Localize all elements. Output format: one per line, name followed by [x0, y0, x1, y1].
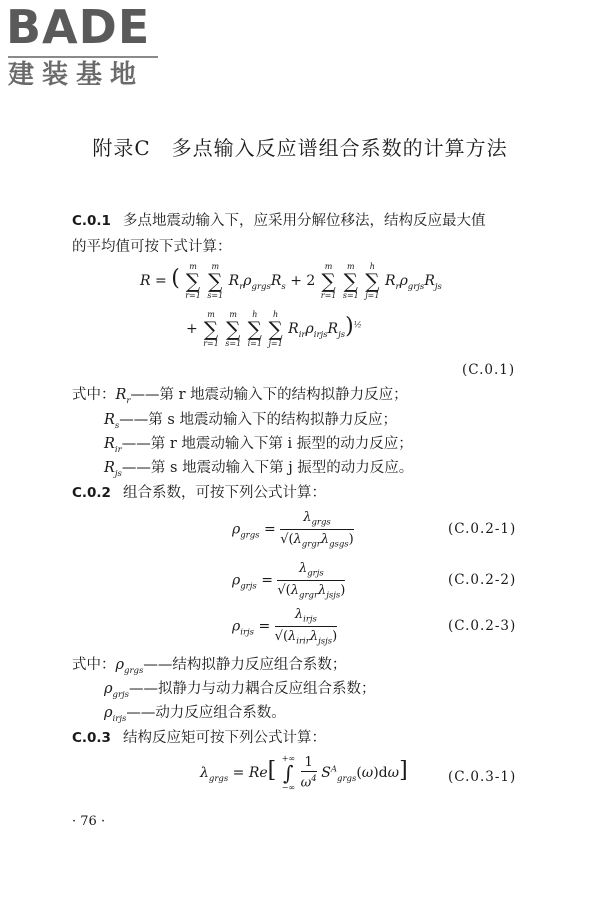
c02-line	[72, 486, 326, 501]
eq-c02-2: $\rho_{grjs}$ = $\frac{\lambda_{grjs}}{√(\lambda_{grgr}\lambda_{jsjs})}$	[232, 561, 346, 601]
where2-desc-2: ——拟静力与动力耦合反应组合系数；	[129, 681, 376, 697]
where1-row-1	[72, 388, 408, 405]
page-number: · 76 ·	[72, 814, 106, 829]
where1-sub-1: r	[126, 395, 131, 406]
where1-sub-3: ir	[114, 444, 122, 455]
where1-sub-2: s	[114, 420, 120, 431]
logo-divider	[8, 56, 158, 58]
where1-desc-1: ——第 r 地震动输入下的结构拟静力反应；	[130, 387, 408, 403]
page-title: 附录C 多点输入反应谱组合系数的计算方法	[92, 136, 508, 160]
c02-text: 组合系数，可按下列公式计算：	[122, 485, 326, 501]
where2-sub-1: grgs	[124, 665, 144, 676]
where1-desc-4: ——第 s 地震动输入下第 j 振型的动力反应。	[121, 460, 414, 476]
where2-row-2	[104, 682, 376, 699]
where1-desc-2: ——第 s 地震动输入下的结构拟静力反应；	[119, 412, 397, 428]
where1-sub-4: js	[114, 468, 122, 479]
where2-row-3	[104, 706, 286, 723]
c01-clause: C.0.1	[72, 213, 111, 229]
eq-c02-3-number: (C.0.2-3)	[448, 618, 517, 634]
where2-sym-3: ρ	[104, 705, 113, 721]
where2-row-1	[72, 658, 346, 675]
where1-desc-3: ——第 r 地震动输入下第 i 振型的动力反应；	[121, 436, 413, 452]
where2-desc-3: ——动力反应组合系数。	[126, 705, 286, 721]
where1-sym-1: R	[115, 387, 127, 403]
logo-subtitle: 建装基地	[8, 60, 145, 90]
where2-sub-3: irjs	[112, 713, 127, 724]
where1-sym-4: R	[104, 460, 115, 476]
eq-c01-line2: + m ∑ r=1 m ∑ s=1 h ∑ i=1 h ∑ j=1 $R_{ir}\rho_{irjs}R_{js})^{\frac{1}{2}}$	[186, 310, 362, 348]
where1-sym-3: R	[104, 436, 115, 452]
c03-clause: C.0.3	[72, 730, 111, 746]
logo-mark	[6, 0, 151, 54]
c03-text: 结构反应矩可按下列公式计算：	[122, 730, 326, 746]
c02-clause: C.0.2	[72, 485, 111, 501]
c01-line2: 的平均值可按下式计算：	[72, 239, 232, 255]
where2-sym-1: ρ	[115, 657, 125, 673]
c01-text-1: 多点地震动输入下，应采用分解位移法，结构反应最大值	[122, 213, 486, 229]
where1-row-3	[104, 437, 413, 454]
where2-prefix: 式中：	[72, 657, 116, 673]
c01-line1	[72, 214, 485, 229]
logo-text: BADE	[6, 0, 151, 54]
eq-c02-3: $\rho_{irjs}$ = $\frac{\lambda_{irjs}}{√(\lambda_{irir}\lambda_{jsjs})}$	[232, 607, 338, 647]
eq-c02-2-number: (C.0.2-2)	[448, 572, 517, 588]
where1-prefix: 式中：	[72, 387, 116, 403]
eq-c02-1-number: (C.0.2-1)	[448, 521, 517, 537]
c03-line	[72, 731, 326, 746]
eq-c01-line1: R = ( m ∑ r=1 m ∑ s=1 $R_r\rho_{grgs}R_s + 2$ m ∑ r=1 m ∑ s=1 h ∑ j=1 $R_r\rho_{grjs}R_{js}$	[140, 262, 442, 300]
where2-sub-2: grjs	[112, 689, 130, 700]
eq-c02-1: $\rho_{grgs}$ = $\frac{\lambda_{grgs}}{√(\lambda_{grgr}\lambda_{gsgs})}$	[232, 510, 354, 550]
where2-sym-2: ρ	[104, 681, 113, 697]
eq-c03-1-number: (C.0.3-1)	[448, 769, 517, 785]
eq-c01-number: (C.0.1)	[462, 362, 516, 378]
eq-c03-1: $\lambda_{grgs} = Re$[ +∞ ∫ −∞ $\frac{1}{\omega^4}$ $S^A_{grgs}(\omega)d\omega$]	[200, 754, 408, 792]
where2-desc-1: ——结构拟静力反应组合系数；	[143, 657, 347, 673]
where1-row-2	[104, 413, 397, 430]
where1-row-4	[104, 461, 413, 478]
where1-sym-2: R	[104, 412, 115, 428]
